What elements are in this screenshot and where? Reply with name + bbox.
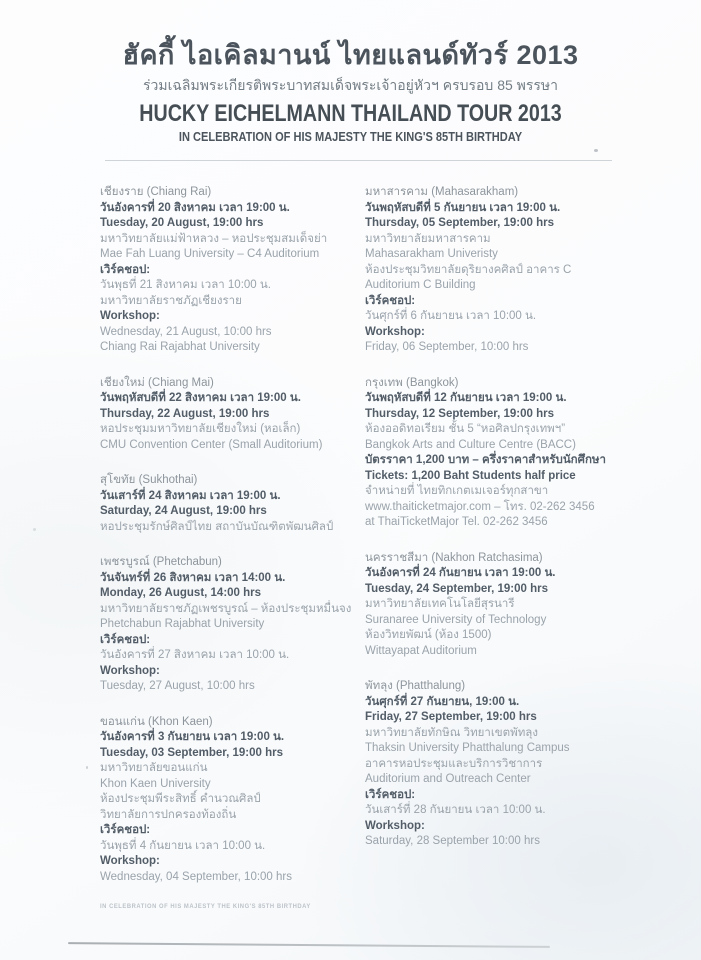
title-thai: ฮัคกี้ ไอเคิลมานน์ ไทยแลนด์ทัวร์ 2013 bbox=[122, 40, 579, 70]
event-line-bold: วันพฤหัสบดีที่ 12 กันยายน เวลา 19:00 น. bbox=[365, 392, 567, 404]
event-line-bold: เวิร์คชอป: bbox=[365, 294, 416, 307]
header-divider-line bbox=[105, 160, 612, 161]
section-city: มหาสารคาม (Mahasarakham) bbox=[365, 186, 519, 198]
tour-section-right-0 bbox=[365, 185, 645, 356]
section-city: นครราชสีมา (Nakhon Ratchasima) bbox=[365, 551, 543, 564]
section-city: เพชรบูรณ์ (Phetchabun) bbox=[100, 556, 222, 568]
tour-section-left-1 bbox=[100, 376, 365, 454]
event-line: อาคารหอประชุมและบริการวิชาการ bbox=[365, 757, 543, 770]
event-line: วิทยาลัยการปกครองท้องถิ่น bbox=[100, 808, 237, 821]
event-line-bold: วันศุกร์ที่ 27 กันยายน, 19:00 น. bbox=[365, 695, 520, 708]
event-line: มหาวิทยาลัยมหาสารคาม bbox=[365, 232, 491, 245]
event-line: at ThaiTicketMajor Tel. 02-262 3456 bbox=[365, 516, 548, 528]
event-line-bold: บัตรราคา 1,200 บาท – ครึ่งราคาสำหรับนักศึกษา bbox=[365, 454, 606, 466]
section-city: เชียงราย (Chiang Rai) bbox=[100, 186, 212, 198]
event-line-bold: วันอังคารที่ 3 กันยายน เวลา 19:00 น. bbox=[100, 731, 285, 743]
event-line-bold: Thursday, 12 September, 19:00 hrs bbox=[365, 407, 554, 420]
event-line: Tuesday, 27 August, 10:00 hrs bbox=[100, 680, 255, 692]
tour-section-right-3 bbox=[365, 679, 645, 850]
event-line: Auditorium and Outreach Center bbox=[365, 773, 531, 785]
event-line: www.thaiticketmajor.com – โทร. 02-262 3456 bbox=[365, 500, 595, 513]
event-line: วันพุธที่ 21 สิงหาคม เวลา 10:00 น. bbox=[100, 279, 271, 291]
event-line: Mae Fah Luang University – C4 Auditorium bbox=[100, 248, 320, 260]
tour-section-left-3 bbox=[100, 555, 365, 695]
scan-paper-edge bbox=[68, 942, 550, 948]
event-line: Wednesday, 04 September, 10:00 hrs bbox=[100, 870, 293, 883]
schedule-column-left bbox=[100, 185, 365, 905]
event-line: Khon Kaen University bbox=[100, 777, 211, 790]
event-line: Thaksin University Phatthalung Campus bbox=[365, 742, 570, 754]
event-line-bold: Monday, 26 August, 14:00 hrs bbox=[100, 587, 262, 599]
tour-section-right-2 bbox=[365, 551, 645, 660]
event-line: มหาวิทยาลัยราชภัฏเชียงราย bbox=[100, 294, 242, 307]
tour-section-right-1 bbox=[365, 376, 645, 531]
event-line: หอประชุมรักษ์ศิลป์ไทย สถาบันบัณฑิตพัฒนศิลป์ bbox=[100, 520, 334, 533]
event-line: Chiang Rai Rajabhat University bbox=[100, 341, 260, 353]
event-line: มหาวิทยาลัยแม่ฟ้าหลวง – หอประชุมสมเด็จย่า bbox=[100, 232, 328, 245]
event-line: Wednesday, 21 August, 10:00 hrs bbox=[100, 325, 272, 338]
subtitle-english: IN CELEBRATION OF HIS MAJESTY THE KING'S 85TH BIRTHDAY bbox=[178, 129, 523, 144]
event-line: มหาวิทยาลัยขอนแก่น bbox=[100, 762, 208, 774]
tour-schedule bbox=[100, 185, 645, 905]
event-line: วันเสาร์ที่ 28 กันยายน เวลา 10:00 น. bbox=[365, 804, 546, 816]
event-line: มหาวิทยาลัยราชภัฏเพชรบูรณ์ – ห้องประชุมหมื่นจง bbox=[100, 602, 352, 615]
event-line-bold: วันเสาร์ที่ 24 สิงหาคม เวลา 19:00 น. bbox=[100, 489, 281, 502]
tour-section-left-4 bbox=[100, 715, 365, 886]
flyer-header bbox=[0, 38, 701, 146]
event-line-bold: เวิร์คชอป: bbox=[100, 633, 151, 646]
event-line-bold: Thursday, 22 August, 19:00 hrs bbox=[100, 407, 270, 420]
event-line: Saturday, 28 September 10:00 hrs bbox=[365, 835, 540, 847]
event-line: มหาวิทยาลัยเทคโนโลยีสุรนารี bbox=[365, 598, 515, 610]
section-city: สุโขทัย (Sukhothai) bbox=[100, 474, 198, 486]
event-line-bold: Workshop: bbox=[100, 664, 160, 677]
section-city: พัทลุง (Phatthalung) bbox=[365, 680, 466, 692]
event-line: วันศุกร์ที่ 6 กันยายน เวลา 10:00 น. bbox=[365, 310, 537, 322]
scan-speck bbox=[86, 766, 88, 769]
event-line: วันพุธที่ 4 กันยายน เวลา 10:00 น. bbox=[100, 839, 266, 852]
event-line-bold: Tuesday, 20 August, 19:00 hrs bbox=[100, 217, 264, 229]
event-line-bold: วันอังคารที่ 20 สิงหาคม เวลา 19:00 น. bbox=[100, 201, 290, 214]
event-line-bold: วันพฤหัสบดีที่ 22 สิงหาคม เวลา 19:00 น. bbox=[100, 392, 301, 404]
title-english: HUCKY EICHELMANN THAILAND TOUR 2013 bbox=[139, 100, 562, 127]
event-line: มหาวิทยาลัยทักษิณ วิทยาเขตพัทลุง bbox=[365, 726, 538, 739]
event-line-bold: เวิร์คชอป: bbox=[100, 824, 151, 836]
event-line: ห้องประชุมพีระสิทธิ์ คำนวณศิลป์ bbox=[100, 793, 261, 805]
event-line: Suranaree University of Technology bbox=[365, 613, 547, 626]
event-line: หอประชุมมหาวิทยาลัยเชียงใหม่ (หอเล็ก) bbox=[100, 423, 301, 435]
event-line: Phetchabun Rajabhat University bbox=[100, 618, 265, 630]
event-line-bold: Friday, 27 September, 19:00 hrs bbox=[365, 711, 537, 723]
event-line: Friday, 06 September, 10:00 hrs bbox=[365, 341, 529, 353]
tour-section-left-2 bbox=[100, 473, 365, 535]
event-line-bold: Tuesday, 24 September, 19:00 hrs bbox=[365, 582, 549, 595]
event-line: ห้องออดิทอเรียม ชั้น 5 “หอศิลปกรุงเทพฯ” bbox=[365, 423, 566, 435]
footer-text: IN CELEBRATION OF HIS MAJESTY THE KING'S 85TH BIRTHDAY bbox=[100, 903, 311, 910]
event-line-bold: วันอังคารที่ 24 กันยายน เวลา 19:00 น. bbox=[365, 567, 556, 579]
scan-speck bbox=[594, 149, 598, 152]
section-city: เชียงใหม่ (Chiang Mai) bbox=[100, 376, 214, 389]
section-city: ขอนแก่น (Khon Kaen) bbox=[100, 715, 213, 728]
event-line-bold: Thursday, 05 September, 19:00 hrs bbox=[365, 217, 554, 229]
event-line: Wittayapat Auditorium bbox=[365, 644, 477, 657]
tour-section-left-0 bbox=[100, 185, 365, 356]
event-line: ห้องวิทยพัฒน์ (ห้อง 1500) bbox=[365, 629, 492, 641]
subtitle-thai: ร่วมเฉลิมพระเกียรติพระบาทสมเด็จพระเจ้าอยู่หัวฯ ครบรอบ 85 พรรษา bbox=[142, 77, 559, 93]
event-line-bold: เวิร์คชอป: bbox=[100, 263, 151, 276]
section-city: กรุงเทพ (Bangkok) bbox=[365, 376, 459, 389]
event-line: Auditorium C Building bbox=[365, 279, 476, 291]
event-line: CMU Convention Center (Small Auditorium) bbox=[100, 438, 323, 451]
event-line-bold: เวิร์คชอป: bbox=[365, 788, 416, 801]
event-line-bold: Workshop: bbox=[100, 310, 160, 322]
event-line: Mahasarakham Univeristy bbox=[365, 248, 498, 260]
event-line-bold: Tuesday, 03 September, 19:00 hrs bbox=[100, 746, 284, 759]
event-line: Bangkok Arts and Culture Centre (BACC) bbox=[365, 438, 576, 451]
event-line: ห้องประชุมวิทยาลัยดุริยางคศิลป์ อาคาร C bbox=[365, 263, 572, 276]
event-line-bold: Workshop: bbox=[100, 855, 160, 867]
scan-speck bbox=[33, 528, 36, 531]
event-line-bold: Workshop: bbox=[365, 819, 425, 832]
event-line-bold: Tickets: 1,200 Baht Students half price bbox=[365, 469, 576, 482]
event-line-bold: วันจันทร์ที่ 26 สิงหาคม เวลา 14:00 น. bbox=[100, 571, 286, 584]
event-line-bold: Saturday, 24 August, 19:00 hrs bbox=[100, 505, 267, 517]
event-line-bold: Workshop: bbox=[365, 325, 425, 338]
event-line: จำหน่ายที่ ไทยทิกเกตเมเจอร์ทุกสาขา bbox=[365, 485, 549, 497]
event-line-bold: วันพฤหัสบดีที่ 5 กันยายน เวลา 19:00 น. bbox=[365, 201, 561, 214]
schedule-column-right bbox=[365, 185, 645, 905]
event-line: วันอังคารที่ 27 สิงหาคม เวลา 10:00 น. bbox=[100, 649, 290, 661]
